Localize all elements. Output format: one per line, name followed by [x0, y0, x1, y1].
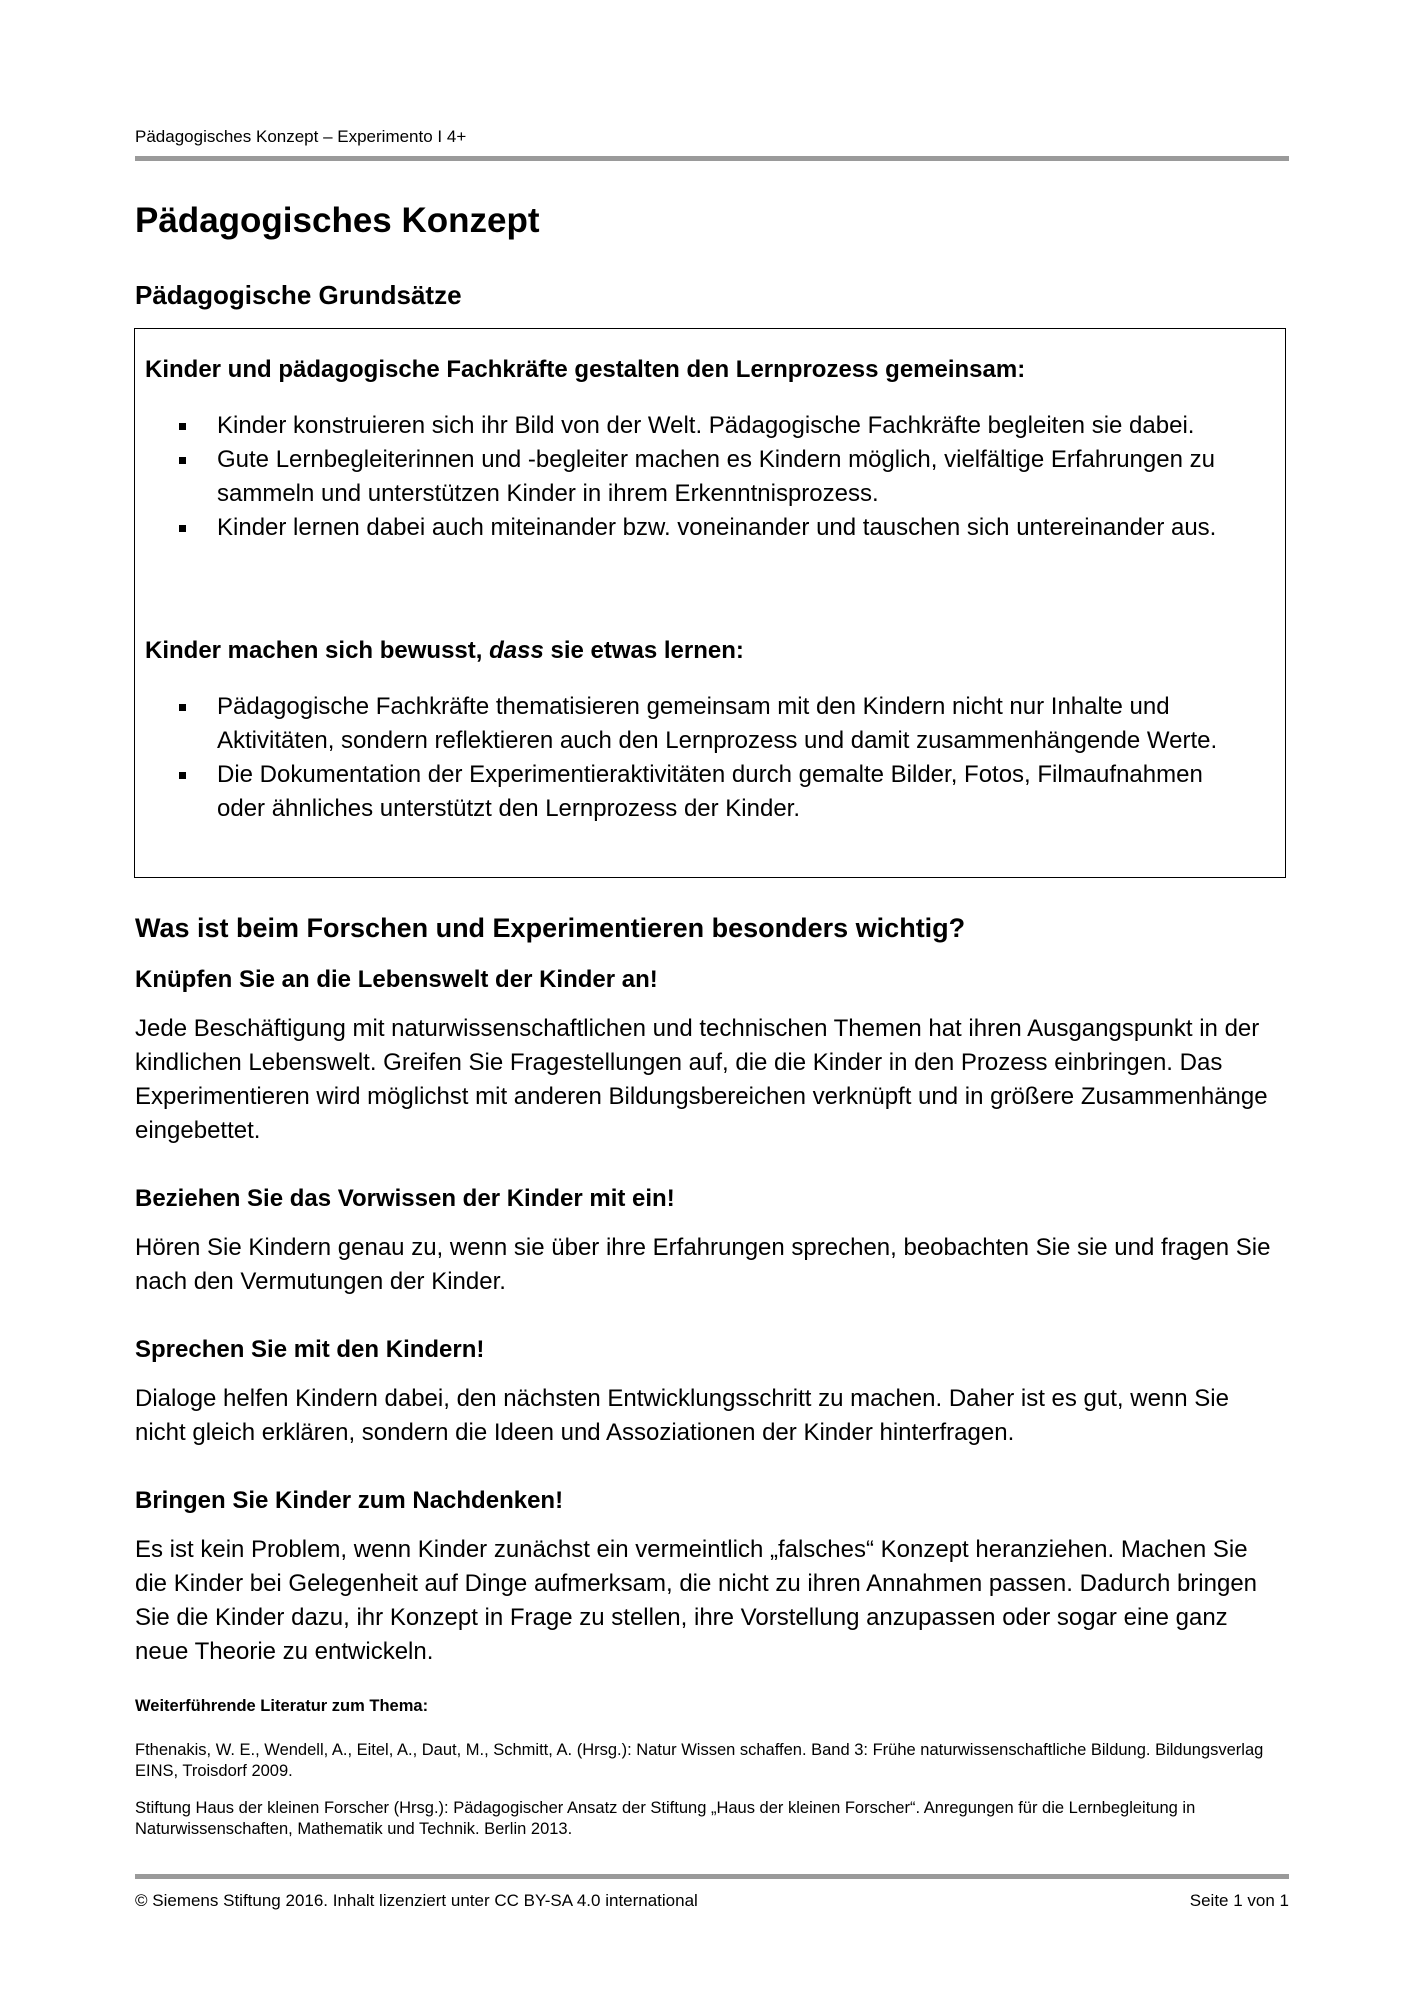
principles-heading-a: Kinder und pädagogische Fachkräfte gestalten den Lernprozess gemeinsam:	[145, 356, 1026, 383]
principles-list-b	[135, 690, 1285, 826]
section-title: Sprechen Sie mit den Kindern!	[135, 1336, 485, 1363]
literature-item: Fthenakis, W. E., Wendell, A., Eitel, A., Daut, M., Schmitt, A. (Hrsg.): Natur Wissen schaffen. Band 3: Frühe naturwissenschaftliche Bildung. Bildungsverlag EINS, Troisdorf 2009.	[135, 1741, 1264, 1780]
list-item: Kinder konstruieren sich ihr Bild von der Welt. Pädagogische Fachkräfte begleiten sie dabei.	[135, 409, 1227, 443]
running-header: Pädagogisches Konzept – Experimento I 4+	[135, 127, 467, 146]
literature-title: Weiterführende Literatur zum Thema:	[135, 1697, 429, 1715]
header-rule	[135, 156, 1289, 161]
section-title: Bringen Sie Kinder zum Nachdenken!	[135, 1487, 564, 1514]
principles-heading-b	[145, 637, 744, 665]
section-text: Jede Beschäftigung mit naturwissenschaftlichen und technischen Themen hat ihren Ausgangspunkt in der kindlichen Lebenswelt. Greifen Sie Fragestellungen auf, die die Kinder in den Prozess einbringen. Das Experimentieren wird möglichst mit anderen Bildungsbereichen verknüpft und in größere Zusammenhänge eingebettet.	[135, 1015, 1268, 1144]
question-heading: Was ist beim Forschen und Experimentieren besonders wichtig?	[135, 913, 966, 943]
section-title: Beziehen Sie das Vorwissen der Kinder mit ein!	[135, 1185, 675, 1212]
footer-rule	[135, 1874, 1289, 1879]
footer-copyright: © Siemens Stiftung 2016. Inhalt lizenziert unter CC BY-SA 4.0 international	[135, 1891, 698, 1910]
list-item: Die Dokumentation der Experimentieraktivitäten durch gemalte Bilder, Fotos, Filmaufnahmen oder ähnliches unterstützt den Lernprozess der Kinder.	[135, 758, 1227, 826]
principles-list-a	[135, 409, 1285, 545]
principles-box	[134, 328, 1286, 878]
section-text: Es ist kein Problem, wenn Kinder zunächst ein vermeintlich „falsches“ Konzept heranziehen. Machen Sie die Kinder bei Gelegenheit auf Dinge aufmerksam, die nicht zu ihren Annahmen passen. Dadurch bringen Sie die Kinder dazu, ihr Konzept in Frage zu stellen, ihre Vorstellung anzupassen oder sogar eine ganz neue Theorie zu entwickeln.	[135, 1536, 1258, 1665]
heading-b-emphasis: dass	[489, 637, 544, 664]
footer-page-number: Seite 1 von 1	[1189, 1891, 1289, 1910]
section-text: Dialoge helfen Kindern dabei, den nächsten Entwicklungsschritt zu machen. Daher ist es gut, wenn Sie nicht gleich erklären, sondern die Ideen und Assoziationen der Kinder hinterfragen.	[135, 1385, 1229, 1446]
literature-item: Stiftung Haus der kleinen Forscher (Hrsg.): Pädagogischer Ansatz der Stiftung „Haus der kleinen Forscher“. Anregungen für die Lernbegleitung in Naturwissenschaften, Mathematik und Technik. Berlin 2013.	[135, 1799, 1196, 1838]
heading-b-text-after: sie etwas lernen:	[543, 637, 744, 664]
list-item: Gute Lernbegleiterinnen und -begleiter machen es Kindern möglich, vielfältige Erfahrungen zu sammeln und unterstützen Kinder in ihrem Erkenntnisprozess.	[135, 443, 1227, 511]
section-text: Hören Sie Kindern genau zu, wenn sie über ihre Erfahrungen sprechen, beobachten Sie sie und fragen Sie nach den Vermutungen der Kinder.	[135, 1234, 1271, 1295]
page-title: Pädagogisches Konzept	[135, 201, 540, 240]
page-subtitle: Pädagogische Grundsätze	[135, 280, 462, 310]
heading-b-text-before: Kinder machen sich bewusst,	[145, 637, 490, 664]
list-item: Kinder lernen dabei auch miteinander bzw. voneinander und tauschen sich untereinander aus.	[135, 511, 1227, 545]
section-title: Knüpfen Sie an die Lebenswelt der Kinder an!	[135, 966, 658, 993]
list-item: Pädagogische Fachkräfte thematisieren gemeinsam mit den Kindern nicht nur Inhalte und Aktivitäten, sondern reflektieren auch den Lernprozess und damit zusammenhängende Werte.	[135, 690, 1227, 758]
